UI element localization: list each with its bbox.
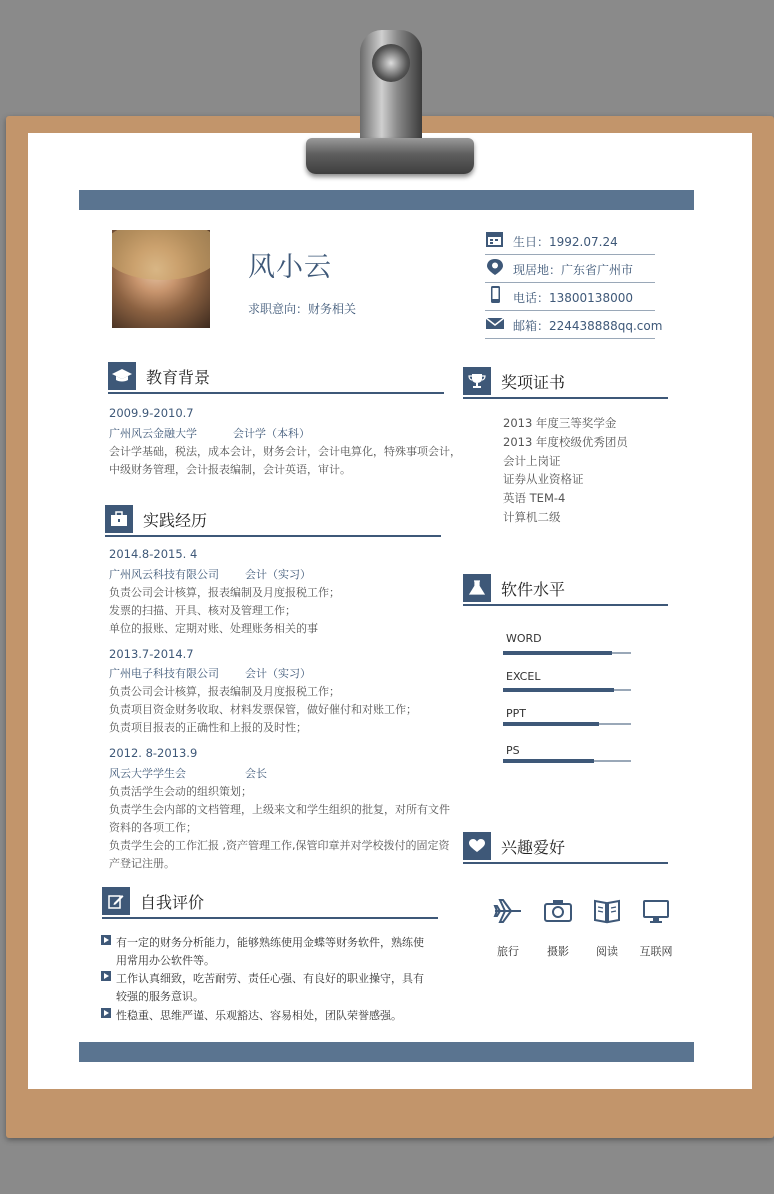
award-item: 英语 TEM-4 xyxy=(503,491,566,505)
practice-role: 会计（实习） xyxy=(245,667,311,680)
practice-date: 2014.8-2015. 4 xyxy=(109,547,198,561)
avatar xyxy=(112,230,210,328)
hobby-internet: 互联网 xyxy=(636,897,676,925)
self-eval-line: 性稳重、思维严谨、乐观豁达、容易相处，团队荣誉感强。 xyxy=(116,1009,402,1022)
job-intent: 求职意向：财务相关 xyxy=(248,302,357,316)
practice-company: 广州电子科技有限公司 xyxy=(109,667,219,680)
skill-fill xyxy=(503,759,594,763)
bullet-icon xyxy=(101,971,111,981)
skill-bar xyxy=(503,723,631,725)
practice-company: 广州风云科技有限公司 xyxy=(109,568,219,581)
awards-header: 奖项证书 xyxy=(463,367,668,399)
location-pin-icon xyxy=(485,258,505,276)
camera-icon xyxy=(543,897,573,925)
education-desc-line: 会计学基础，税法，成本会计，财务会计，会计电算化，特殊事项会计， xyxy=(109,445,461,458)
contact-email: 邮箱：224438888qq.com xyxy=(485,312,655,339)
heart-icon xyxy=(463,832,491,860)
briefcase-icon xyxy=(105,505,133,533)
skill-label: PS xyxy=(506,744,520,757)
self-eval-header: 自我评价 xyxy=(102,887,438,919)
self-eval-line: 工作认真细致，吃苦耐劳、责任心强、有良好的职业操守，具有 xyxy=(116,972,424,985)
practice-line: 发票的扫描、开具、核对及管理工作； xyxy=(109,604,296,617)
hobbies-header: 兴趣爱好 xyxy=(463,832,668,864)
practice-line: 单位的报账、定期对账、处理账务相关的事 xyxy=(109,622,318,635)
flask-icon xyxy=(463,574,491,602)
skill-label: EXCEL xyxy=(506,670,541,683)
practice-header: 实践经历 xyxy=(105,505,441,537)
education-school: 广州风云金融大学 xyxy=(109,427,197,440)
award-item: 会计上岗证 xyxy=(503,454,561,468)
calendar-icon xyxy=(485,230,505,248)
clip-hole xyxy=(372,44,410,82)
award-item: 2013 年度校级优秀团员 xyxy=(503,435,628,449)
practice-role: 会长 xyxy=(245,767,267,780)
practice-line: 负责学生会的工作汇报 ,资产管理工作,保管印章并对学校拨付的固定资 xyxy=(109,839,450,852)
person-name: 风小云 xyxy=(248,252,332,283)
skill-label: PPT xyxy=(506,707,526,720)
trophy-icon xyxy=(463,367,491,395)
education-major: 会计学（本科） xyxy=(233,427,310,440)
practice-line: 资料的各项工作； xyxy=(109,821,197,834)
bullet-icon xyxy=(101,935,111,945)
practice-line: 负责活学生会动的组织策划； xyxy=(109,785,252,798)
skill-fill xyxy=(503,722,599,726)
practice-line: 负责学生会内部的文档管理，上级来文和学生组织的批复，对所有文件 xyxy=(109,803,450,816)
self-eval-line: 有一定的财务分析能力，能够熟练使用金蝶等财务软件，熟练使 xyxy=(116,936,424,949)
practice-date: 2013.7-2014.7 xyxy=(109,647,194,661)
education-desc-line: 中级财务管理，会计报表编制，会计英语，审计。 xyxy=(109,463,351,476)
practice-line: 负责项目资金财务收取、材料发票保管，做好催付和对账工作； xyxy=(109,703,417,716)
practice-line: 负责项目报表的正确性和上报的及时性； xyxy=(109,721,307,734)
hobby-reading: 阅读 xyxy=(587,897,627,925)
contact-birthday: 生日：1992.07.24 xyxy=(485,228,655,255)
practice-line: 负责公司会计核算，报表编制及月度报税工作； xyxy=(109,586,340,599)
phone-icon xyxy=(485,286,505,304)
edit-icon xyxy=(102,887,130,915)
skill-bar xyxy=(503,689,631,691)
contact-location: 现居地：广东省广州市 xyxy=(485,256,655,283)
mail-icon xyxy=(485,314,505,332)
clip-base xyxy=(306,138,474,174)
practice-date: 2012. 8-2013.9 xyxy=(109,746,198,760)
skill-bar xyxy=(503,760,631,762)
practice-line: 负责公司会计核算，报表编制及月度报税工作； xyxy=(109,685,340,698)
self-eval-line: 用常用办公软件等。 xyxy=(116,954,215,967)
graduation-cap-icon xyxy=(108,362,136,390)
education-header: 教育背景 xyxy=(108,362,444,394)
award-item: 2013 年度三等奖学金 xyxy=(503,416,617,430)
practice-role: 会计（实习） xyxy=(245,568,311,581)
monitor-icon xyxy=(641,897,671,925)
award-item: 计算机二级 xyxy=(503,510,561,524)
book-icon xyxy=(592,897,622,925)
skill-fill xyxy=(503,688,614,692)
hobby-travel: 旅行 xyxy=(488,897,528,925)
practice-line: 产登记注册。 xyxy=(109,857,175,870)
skill-bar xyxy=(503,652,631,654)
bullet-icon xyxy=(101,1008,111,1018)
self-eval-line: 较强的服务意识。 xyxy=(116,990,204,1003)
top-accent-bar xyxy=(79,190,694,210)
practice-company: 风云大学学生会 xyxy=(109,767,186,780)
skill-label: WORD xyxy=(506,632,542,645)
education-date: 2009.9-2010.7 xyxy=(109,406,194,420)
airplane-icon xyxy=(493,897,523,925)
hobby-photo: 摄影 xyxy=(538,897,578,925)
award-item: 证券从业资格证 xyxy=(503,472,584,486)
software-header: 软件水平 xyxy=(463,574,668,606)
bottom-accent-bar xyxy=(79,1042,694,1062)
contact-phone: 电话：13800138000 xyxy=(485,284,655,311)
skill-fill xyxy=(503,651,612,655)
